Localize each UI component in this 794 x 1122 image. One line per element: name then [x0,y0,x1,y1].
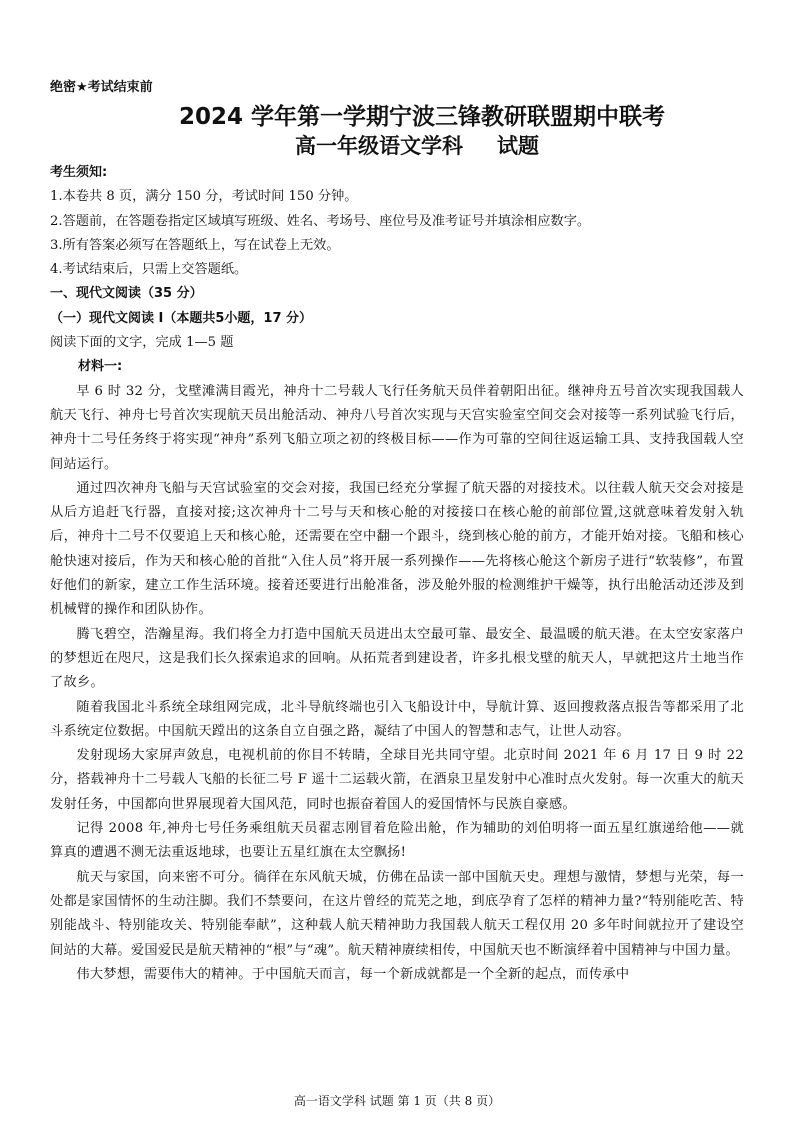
section-subtitle: （一）现代文阅读 I（本题共5小题，17 分） [50,310,313,326]
paragraph: 记得 2008 年,神舟七号任务乘组航天员翟志刚冒着危险出舱，作为辅助的刘伯明将一面五星红旗递给他——就算真的遭遇不测无法重返地球，也要让五星红旗在太空飘扬! [50,821,744,861]
paragraph: 航天与家国，向来密不可分。徜徉在东风航天城，仿佛在品读一部中国航天史。理想与激情，梦想与光荣，每一处都是家国情怀的生动注脚。我们不禁要问，在这片曾经的荒芜之地，到底孕育了怎样的精神力量?“特别能吃苦、特别能战斗、特别能攻关、特别能奉献”，这种载人航天精神助力我国载人航天工程仅用 20 多年时间就拉开了建设空间站的大幕。爱国爱民是航天精神的“根”与“魂”。航天精神赓续相传，中国航天也不断演绎着中国精神与中国力量。 [50,869,744,958]
exam-title: 2024 学年第一学期宁波三锋教研联盟期中联考 [178,104,666,130]
exam-content [50,161,744,987]
paragraph: 早 6 时 32 分，戈壁滩满目霞光，神舟十二号载人飞行任务航天员伴着朝阳出征。继神舟五号首次实现我国载人航天飞行、神舟七号首次实现航天员出舱活动、神舟八号首次实现与天宫实验室空间交会对接等一系列试验飞行后，神舟十二号任务终于将实现“神舟”系列飞船立项之初的终极目标——作为可靠的空间往返运输工具、支持我国载人空间站运行。 [50,383,744,472]
exam-subtitle [0,130,794,160]
paragraph: 伟大梦想，需要伟大的精神。于中国航天而言，每一个新成就都是一个全新的起点，而传承中 [76,966,630,982]
notice-item: 3.所有答案必须写在答题纸上，写在试卷上无效。 [50,237,340,253]
notice-item: 4.考试结束后，只需上交答题纸。 [50,262,248,278]
reading-instruction: 阅读下面的文字，完成 1—5 题 [50,335,234,351]
paragraph: 腾飞碧空，浩瀚星海。我们将全力打造中国航天员进出太空最可靠、最安全、最温暖的航天港。在太空安家落户的梦想近在咫尺，这是我们长久探索追求的回响。从拓荒者到建设者，许多扎根戈壁的航天人，早就把这片土地当作了故乡。 [50,626,744,691]
notice-item: 1.本卷共 8 页，满分 150 分，考试时间 150 分钟。 [50,189,358,205]
paragraph: 通过四次神舟飞船与天宫试验室的交会对接，我国已经充分掌握了航天器的对接技术。以往载人航天交会对接是从后方追赶飞行器，直接对接;这次神舟十二号与天和核心舱的对接接口在核心舱的前部位置,这就意味着发射入轨后，神舟十二号不仅要追上天和核心舱，还需要在空中翻一个跟斗，绕到核心舱的前方，才能开始对接。飞船和核心舱快速对接后，作为天和核心舱的首批“入住人员”将开展一系列操作——先将核心舱这个新房子进行“软装修”，布置好他们的新家，建立工作生活环境。接着还要进行出舱准备，涉及舱外服的检测维护干燥等，执行出舱活动还涉及到机械臂的操作和团队协作。 [50,480,744,618]
notice-title: 考生须知: [50,165,108,180]
confidential-label: 绝密★考试结束前 [50,80,153,95]
material-label: 材料一: [78,359,123,375]
paragraph: 随着我国北斗系统全球组网完成，北斗导航终端也引入飞船设计中，导航计算、返回搜救落点报告等都采用了北斗系统定位数据。中国航天蹚出的这条自立自强之路，凝结了中国人的智慧和志气，让世人动容。 [50,699,744,739]
page-footer: 高一语文学科 试题 第 1 页（共 8 页） [293,1094,501,1108]
paragraph: 发射现场大家屏声敛息，电视机前的你目不转睛，全球目光共同守望。北京时间 2021 年 6 月 17 日 9 时 22 分，搭载神舟十二号载人飞船的长征二号 F 遥十二运载火箭，在酒泉卫星发射中心准时点火发射。每一次重大的航天发射任务，中国都向世界展现着大国风范，同时也振奋着国人的爱国情怀与民族自豪感。 [50,748,744,812]
section-title: 一、现代文阅读（35 分） [50,286,203,302]
exam-subtitle-type: 试题 [497,134,539,158]
notice-item: 2.答题前，在答题卷指定区域填写班级、姓名、考场号、座位号及准考证号并填涂相应数字。 [50,213,591,229]
exam-subtitle-grade: 高一年级语文学科 [295,134,463,158]
